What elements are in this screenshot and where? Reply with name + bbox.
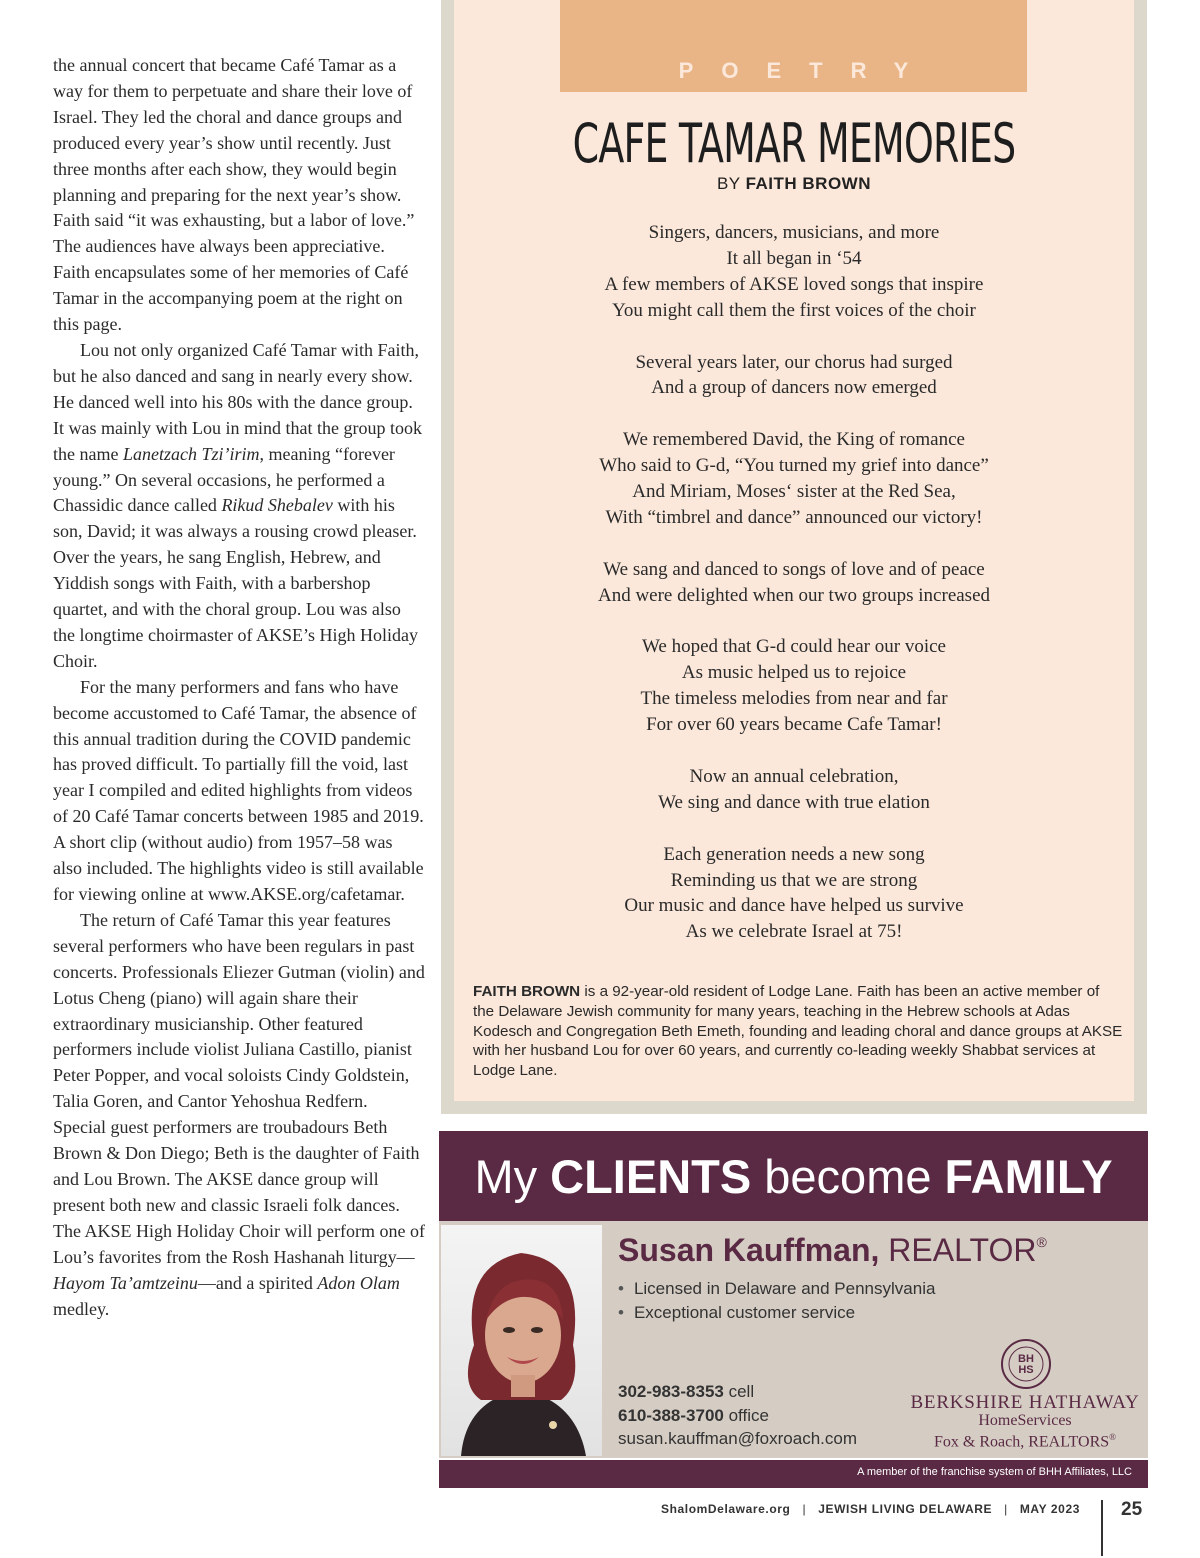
poem-line: Several years later, our chorus had surged (635, 351, 953, 373)
poetry-section-label: POETRY (678, 58, 937, 83)
author-bio (473, 982, 1123, 1081)
bullet-item: • Licensed in Delaware and Pennsylvania (618, 1277, 935, 1301)
berkshire-hathaway-seal-icon (1000, 1338, 1052, 1390)
article-paragraph-1: the annual concert that became Café Tamar as a way for them to perpetuate and share their love of Israel. They led the choral and dance groups and produced every year’s show until recently. Just three months after each show, they would begin planning and preparing for the next year’s show. Faith said “it was exhausting, but a labor of love.” The audiences have always been appreciative. Faith encapsulates some of her memories of Café Tamar in the accompanying poem at the right on this page. (53, 55, 415, 335)
article-paragraph-4: The return of Café Tamar this year features several performers who have been regulars in past concerts. Professionals Eliezer Gutman (violin) and Lotus Cheng (piano) will again share their extraordinary musicianship. Other featured performers include violist Juliana Castillo, pianist Peter Popper, and vocal soloists Cindy Goldstein, Talia Goren, and Cantor Yehoshua Redfern. Special guest performers are troubadours Beth Brown & Don Diego; Beth is the daughter of Faith and Lou Brown. The AKSE dance group will present both new and classic Israeli folk dances. The AKSE High Holiday Choir will perform one of Lou’s favorites from the Rosh Hashanah liturgy—Hayom Ta’amtzeinu—and a spirited Adon Olam medley. (53, 909, 425, 1319)
ad-headline: My CLIENTS become FAMILY (439, 1131, 1148, 1221)
poem-line: Who said to G-d, “You turned my grief into dance” (599, 455, 989, 477)
poem-line: As we celebrate Israel at 75! (685, 921, 903, 943)
footer-publication: JEWISH LIVING DELAWARE (818, 1502, 993, 1516)
poetry-section-tab (560, 0, 1027, 92)
ad-disclaimer-bar (439, 1460, 1148, 1488)
poem-line: As music helped us to rejoice (681, 662, 907, 684)
poem-line: And were delighted when our two groups increased (597, 584, 991, 606)
poem-line: We sing and dance with true elation (658, 791, 930, 813)
poem-stanza (454, 557, 1134, 609)
poem-author: FAITH BROWN (745, 174, 872, 193)
agent-bullets (618, 1277, 935, 1325)
footer-divider (1101, 1500, 1103, 1556)
bullet-item: • Exceptional customer service (618, 1301, 935, 1325)
svg-text:HS: HS (1018, 1364, 1034, 1376)
poem-line: And a group of dancers now emerged (651, 377, 937, 399)
poem-line: A few members of AKSE loved songs that inspire (604, 273, 984, 295)
poem-line: For over 60 years became Cafe Tamar! (646, 714, 942, 736)
article-paragraph-3: For the many performers and fans who have become accustomed to Café Tamar, the absence of this annual tradition during the COVID pandemic has proved difficult. To partially fill the void, last year I compiled and edited highlights from videos of 20 Café Tamar concerts between 1985 and 2019. A short clip (without audio) from 1957–58 was also included. The highlights video is still available for viewing online at www.AKSE.org/cafetamar. (53, 676, 424, 904)
poem-stanza (454, 350, 1134, 402)
poem-line: You might call them the first voices of the choir (612, 299, 976, 321)
poem-line: Reminding us that we are strong (670, 869, 918, 891)
email-link[interactable]: susan.kauffman@foxroach.com (618, 1429, 858, 1448)
article-paragraph-2: Lou not only organized Café Tamar with Faith, but he also danced and sang in nearly every show. He danced well into his 80s with the dance group. It was mainly with Lou in mind that the group took the name Lanetzach Tzi’irim, meaning “forever young.” On several occasions, he performed a Chassidic dance called Rikud Shebalev with his son, David; it was always a rousing crowd pleaser. Over the years, he sang English, Hebrew, and Yiddish songs with Faith, with a barbershop quartet, and with the choral group. Lou was also the longtime choirmaster of AKSE’s High Holiday Choir. (53, 339, 422, 671)
brokerage-logo-text: BERKSHIRE HATHAWAY HomeServices Fox & Roach, REALTORS® (910, 1392, 1140, 1451)
poem-byline: BY FAITH BROWN (716, 174, 872, 193)
poem-line: We remembered David, the King of romance (623, 429, 965, 451)
poem-line: Singers, dancers, musicians, and more (648, 222, 940, 243)
poem-line: We hoped that G-d could hear our voice (642, 636, 946, 658)
agent-name: Susan Kauffman, REALTOR® (618, 1232, 1047, 1268)
bio-text: is a 92-year-old resident of Lodge Lane. Faith has been an active member of the Delaware Jewish community for many years, teaching in the Hebrew schools at Adas Kodesch and Congregation Beth Emeth, founding and leading choral and dance groups at AKSE with her husband Lou for over 60 years, and currently co-leading weekly Shabbat services at Lodge Lane. (473, 983, 1123, 1080)
poem-line: Now an annual celebration, (689, 765, 899, 787)
poem-line: We sang and danced to songs of love and of peace (603, 558, 985, 580)
poem-stanza (454, 634, 1134, 738)
poem-line: It all began in ‘54 (726, 247, 862, 269)
agent-photo (441, 1225, 602, 1456)
poem-line: The timeless melodies from near and far (640, 688, 948, 710)
cell-phone[interactable]: 302-983-8353 cell (618, 1382, 755, 1401)
page-footer: ShalomDelaware.org | JEWISH LIVING DELAWARE | MAY 2023 (660, 1502, 1080, 1516)
article-column (53, 53, 425, 1322)
poem-body (454, 220, 1134, 971)
footer-site-link[interactable]: ShalomDelaware.org (660, 1502, 791, 1516)
page-number: 25 (1121, 1499, 1143, 1520)
poem-line: With “timbrel and dance” announced our victory! (605, 506, 983, 528)
poem-line: Each generation needs a new song (663, 843, 925, 865)
footer-issue: MAY 2023 (1019, 1502, 1080, 1516)
ad-disclaimer: A member of the franchise system of BHH Affiliates, LLC (857, 1466, 1132, 1478)
bio-name: FAITH BROWN (473, 983, 581, 1000)
svg-text:BH: BH (1018, 1353, 1034, 1365)
poem-line: Our music and dance have helped us survive (624, 895, 964, 917)
agent-portrait-image (441, 1225, 602, 1456)
agent-contacts (618, 1380, 857, 1451)
poem-title: CAFE TAMAR MEMORIES (572, 112, 1016, 175)
poem-stanza (454, 220, 1134, 324)
poem-stanza (454, 764, 1134, 816)
poem-line: And Miriam, Moses‘ sister at the Red Sea, (632, 481, 956, 503)
office-phone[interactable]: 610-388-3700 office (618, 1405, 769, 1425)
poem-stanza (454, 427, 1134, 531)
poem-stanza (454, 842, 1134, 946)
